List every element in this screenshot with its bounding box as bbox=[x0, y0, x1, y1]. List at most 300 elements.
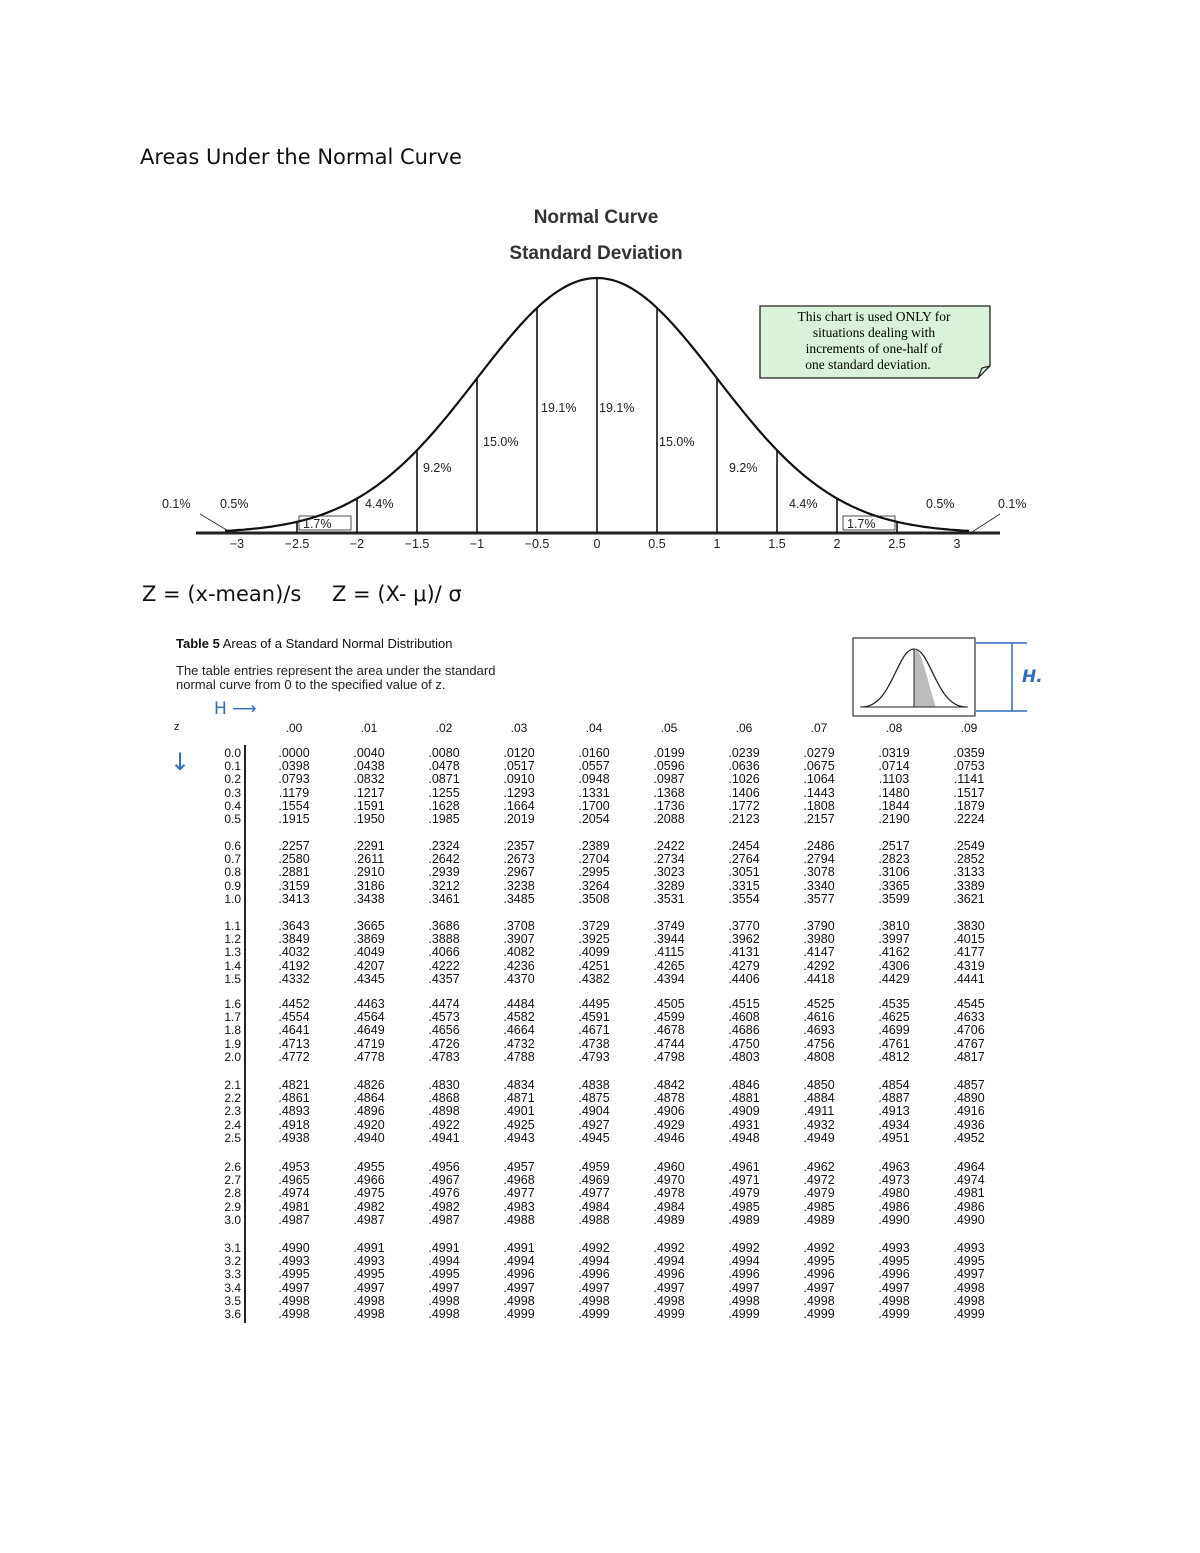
table-cell: .4977 bbox=[578, 1186, 610, 1201]
table-cell: .4998 bbox=[953, 1280, 985, 1295]
table-cell: .4979 bbox=[803, 1186, 835, 1201]
table-cell: .4996 bbox=[728, 1267, 760, 1282]
table-cell: .4996 bbox=[878, 1267, 910, 1282]
handwritten-down-arrow-icon: ↓ bbox=[170, 748, 191, 776]
table-cell: .4177 bbox=[953, 945, 985, 960]
table-cell: .4981 bbox=[278, 1199, 310, 1214]
table-cell: .4955 bbox=[353, 1160, 385, 1174]
table-cell: .4162 bbox=[878, 945, 910, 960]
table-cell: .4878 bbox=[653, 1091, 685, 1106]
table-cell: .4997 bbox=[278, 1280, 310, 1295]
table-cell: .4850 bbox=[803, 1078, 835, 1092]
table-cell: .4998 bbox=[278, 1293, 310, 1308]
axis-tick-label: 1.5 bbox=[768, 537, 786, 551]
table-cell: .1255 bbox=[428, 785, 460, 800]
table-cell: .4999 bbox=[728, 1307, 760, 1321]
table-cell: .4969 bbox=[578, 1173, 610, 1188]
table-cell: .4997 bbox=[428, 1280, 460, 1295]
table-cell: .4699 bbox=[878, 1023, 910, 1038]
table-cell: .4099 bbox=[578, 945, 610, 960]
table-cell: .3531 bbox=[653, 891, 685, 906]
table-cell: .3686 bbox=[428, 919, 460, 933]
table-cell: .4032 bbox=[278, 945, 310, 960]
table-cell: .4525 bbox=[803, 997, 835, 1011]
table-cell: .4968 bbox=[503, 1173, 535, 1188]
formula-population: Z = (X- μ)/ σ bbox=[332, 582, 462, 606]
table-cell: .4967 bbox=[428, 1173, 460, 1188]
table-cell: .4934 bbox=[878, 1117, 910, 1132]
band-percent-label: 1.7% bbox=[303, 517, 332, 531]
table-cell: .4738 bbox=[578, 1036, 610, 1051]
table-cell: .3051 bbox=[728, 865, 760, 880]
table-cell: .4998 bbox=[503, 1293, 535, 1308]
table-cell: .0793 bbox=[278, 772, 310, 787]
table-cell: .4633 bbox=[953, 1010, 985, 1025]
table-description-line-1: The table entries represent the area under the standard bbox=[176, 663, 496, 678]
table-cell: .0438 bbox=[353, 759, 385, 774]
table-cell: .3186 bbox=[353, 878, 385, 893]
table-cell: .2019 bbox=[503, 812, 535, 826]
table-cell: .2454 bbox=[728, 839, 760, 853]
table-cell: .4788 bbox=[503, 1049, 535, 1064]
curve-title: Normal Curve bbox=[533, 207, 659, 228]
table-cell: .2357 bbox=[503, 839, 535, 853]
table-cell: .4951 bbox=[878, 1130, 910, 1145]
table-cell: .0987 bbox=[653, 772, 685, 787]
table-cell: .4115 bbox=[653, 945, 685, 960]
table-cell: .4995 bbox=[953, 1254, 985, 1269]
table-cell: .4830 bbox=[428, 1078, 460, 1092]
table-cell: .4772 bbox=[278, 1049, 310, 1064]
table-title-number: Table 5 bbox=[176, 636, 220, 651]
table-cell: .4901 bbox=[503, 1104, 535, 1119]
table-cell: .2517 bbox=[878, 839, 910, 853]
table-cell: .1026 bbox=[728, 772, 760, 787]
row-z-value: 3.0 bbox=[224, 1212, 241, 1227]
column-header: .06 bbox=[735, 721, 753, 735]
table-cell: .4965 bbox=[278, 1173, 310, 1188]
table-cell: .4938 bbox=[278, 1130, 310, 1145]
table-cell: .4846 bbox=[728, 1078, 760, 1092]
table-cell: .3485 bbox=[503, 891, 535, 906]
table-cell: .2123 bbox=[728, 812, 760, 826]
table-cell: .3869 bbox=[353, 932, 385, 947]
table-cell: .4998 bbox=[728, 1293, 760, 1308]
table-cell: .4861 bbox=[278, 1091, 310, 1106]
table-cell: .2549 bbox=[953, 839, 985, 853]
table-cell: .4474 bbox=[428, 997, 460, 1011]
table-cell: .0359 bbox=[953, 746, 985, 760]
table-cell: .3907 bbox=[503, 932, 535, 947]
column-header: .05 bbox=[660, 721, 678, 735]
table-cell: .4993 bbox=[278, 1254, 310, 1269]
row-z-value: 1.8 bbox=[224, 1023, 241, 1038]
table-cell: .4573 bbox=[428, 1010, 460, 1025]
table-cell: .4985 bbox=[803, 1199, 835, 1214]
table-cell: .2611 bbox=[353, 852, 385, 867]
table-cell: .4996 bbox=[578, 1267, 610, 1282]
table-cell: .4922 bbox=[428, 1117, 460, 1132]
z-column-label: z bbox=[174, 721, 180, 733]
table-cell: .3365 bbox=[878, 878, 910, 893]
table-cell: .4984 bbox=[653, 1199, 685, 1214]
table-cell: .1700 bbox=[578, 798, 610, 813]
table-cell: .4995 bbox=[278, 1267, 310, 1282]
table-cell: .0753 bbox=[953, 759, 985, 774]
table-cell: .4996 bbox=[503, 1267, 535, 1282]
table-cell: .4974 bbox=[953, 1173, 985, 1188]
table-description-line-2: normal curve from 0 to the specified value of z. bbox=[176, 677, 446, 692]
table-cell: .1480 bbox=[878, 785, 910, 800]
table-cell: .4744 bbox=[653, 1036, 685, 1051]
row-z-value: 2.5 bbox=[224, 1130, 241, 1145]
row-z-value: 1.4 bbox=[224, 958, 241, 973]
table-cell: .4963 bbox=[878, 1160, 910, 1174]
table-cell: .4982 bbox=[428, 1199, 460, 1214]
row-z-value: 0.4 bbox=[224, 798, 241, 813]
table-cell: .4984 bbox=[578, 1199, 610, 1214]
table-cell: .4941 bbox=[428, 1130, 460, 1145]
axis-tick-label: 3 bbox=[953, 537, 961, 551]
table-cell: .4987 bbox=[428, 1212, 460, 1227]
table-cell: .3159 bbox=[278, 878, 310, 893]
table-cell: .4719 bbox=[353, 1036, 385, 1051]
table-cell: .4953 bbox=[278, 1160, 310, 1174]
table-cell: .3643 bbox=[278, 919, 310, 933]
table-cell: .3389 bbox=[953, 878, 985, 893]
table-cell: .4982 bbox=[353, 1199, 385, 1214]
table-cell: .3315 bbox=[728, 878, 760, 893]
axis-tick-label: 0.5 bbox=[648, 537, 666, 551]
table-cell: .4989 bbox=[653, 1212, 685, 1227]
table-cell: .4641 bbox=[278, 1023, 310, 1038]
row-z-value: 1.9 bbox=[224, 1036, 241, 1051]
table-cell: .0319 bbox=[878, 746, 910, 760]
table-cell: .2580 bbox=[278, 852, 310, 867]
table-cell: .4441 bbox=[953, 971, 985, 986]
table-cell: .4515 bbox=[728, 997, 760, 1011]
table-cell: .3133 bbox=[953, 865, 985, 880]
table-cell: .0636 bbox=[728, 759, 760, 774]
band-percent-label: 1.7% bbox=[847, 517, 876, 531]
table-cell: .4932 bbox=[803, 1117, 835, 1132]
row-z-value: 2.2 bbox=[224, 1091, 241, 1106]
table-cell: .4370 bbox=[503, 971, 535, 986]
column-header: .01 bbox=[360, 721, 378, 735]
axis-tick-label: −3 bbox=[229, 537, 245, 551]
table-cell: .4943 bbox=[503, 1130, 535, 1145]
band-percent-label: 4.4% bbox=[789, 497, 818, 511]
formula-sample: Z = (x-mean)/s bbox=[142, 582, 302, 606]
table-cell: .4998 bbox=[803, 1293, 835, 1308]
axis-tick-label: 2.5 bbox=[888, 537, 906, 551]
table-cell: .4998 bbox=[278, 1307, 310, 1321]
table-cell: .2224 bbox=[953, 812, 985, 826]
table-cell: .4992 bbox=[803, 1241, 835, 1255]
table-cell: .4713 bbox=[278, 1036, 310, 1051]
table-cell: .4998 bbox=[653, 1293, 685, 1308]
table-cell: .4545 bbox=[953, 997, 985, 1011]
table-cell: .4964 bbox=[953, 1160, 985, 1174]
row-z-value: 2.1 bbox=[224, 1078, 241, 1092]
table-cell: .2324 bbox=[428, 839, 460, 853]
table-cell: .4997 bbox=[953, 1267, 985, 1282]
table-cell: .4936 bbox=[953, 1117, 985, 1132]
table-cell: .2764 bbox=[728, 852, 760, 867]
table-cell: .4931 bbox=[728, 1117, 760, 1132]
table-cell: .4998 bbox=[578, 1293, 610, 1308]
table-cell: .4998 bbox=[353, 1307, 385, 1321]
table-cell: .4881 bbox=[728, 1091, 760, 1106]
table-cell: .3888 bbox=[428, 932, 460, 947]
table-cell: .4495 bbox=[578, 997, 610, 1011]
row-z-value: 3.5 bbox=[224, 1293, 241, 1308]
note-box bbox=[760, 306, 990, 378]
row-z-value: 0.0 bbox=[224, 746, 241, 760]
table-cell: .3925 bbox=[578, 932, 610, 947]
table-cell: .3106 bbox=[878, 865, 910, 880]
table-cell: .4962 bbox=[803, 1160, 835, 1174]
table-cell: .4535 bbox=[878, 997, 910, 1011]
table-cell: .4463 bbox=[353, 997, 385, 1011]
table-cell: .4429 bbox=[878, 971, 910, 986]
table-cell: .4319 bbox=[953, 958, 985, 973]
table-cell: .4991 bbox=[503, 1241, 535, 1255]
note-line-2: situations dealing with bbox=[812, 325, 936, 340]
page-title: Areas Under the Normal Curve bbox=[140, 145, 462, 169]
table-cell: .4357 bbox=[428, 971, 460, 986]
table-cell: .4991 bbox=[353, 1241, 385, 1255]
table-cell: .2054 bbox=[578, 812, 610, 826]
table-cell: .4812 bbox=[878, 1049, 910, 1064]
table-cell: .4988 bbox=[503, 1212, 535, 1227]
column-header: .08 bbox=[885, 721, 903, 735]
table-cell: .3997 bbox=[878, 932, 910, 947]
table-cell: .4452 bbox=[278, 997, 310, 1011]
table-cell: .4131 bbox=[728, 945, 760, 960]
table-cell: .4778 bbox=[353, 1049, 385, 1064]
table-cell: .4913 bbox=[878, 1104, 910, 1119]
table-cell: .4909 bbox=[728, 1104, 760, 1119]
table-cell: .4236 bbox=[503, 958, 535, 973]
table-cell: .1772 bbox=[728, 798, 760, 813]
table-cell: .1406 bbox=[728, 785, 760, 800]
table-cell: .4994 bbox=[728, 1254, 760, 1269]
table-cell: .1591 bbox=[353, 798, 385, 813]
table-cell: .4972 bbox=[803, 1173, 835, 1188]
table-cell: .4999 bbox=[503, 1307, 535, 1321]
band-percent-label: 19.1% bbox=[599, 401, 635, 415]
table-cell: .0160 bbox=[578, 746, 610, 760]
tail-percent-label: 0.1% bbox=[162, 497, 191, 511]
table-cell: .4761 bbox=[878, 1036, 910, 1051]
table-cell: .0596 bbox=[653, 759, 685, 774]
table-cell: .2486 bbox=[803, 839, 835, 853]
band-percent-label: 15.0% bbox=[483, 435, 519, 449]
table-cell: .0675 bbox=[803, 759, 835, 774]
table-cell: .0517 bbox=[503, 759, 535, 774]
table-cell: .3849 bbox=[278, 932, 310, 947]
table-cell: .4066 bbox=[428, 945, 460, 960]
leader-line bbox=[200, 514, 230, 532]
table-cell: .3340 bbox=[803, 878, 835, 893]
table-cell: .4997 bbox=[878, 1280, 910, 1295]
table-cell: .0832 bbox=[353, 772, 385, 787]
row-z-value: 1.7 bbox=[224, 1010, 241, 1025]
table-cell: .4994 bbox=[503, 1254, 535, 1269]
table-cell: .4706 bbox=[953, 1023, 985, 1038]
table-cell: .4798 bbox=[653, 1049, 685, 1064]
row-z-value: 0.7 bbox=[224, 852, 241, 867]
table-cell: .4854 bbox=[878, 1078, 910, 1092]
column-header: .07 bbox=[810, 721, 828, 735]
table-cell: .0080 bbox=[428, 746, 460, 760]
table-cell: .1217 bbox=[353, 785, 385, 800]
table-cell: .4082 bbox=[503, 945, 535, 960]
table-cell: .0040 bbox=[353, 746, 385, 760]
table-cell: .4671 bbox=[578, 1023, 610, 1038]
table-cell: .4904 bbox=[578, 1104, 610, 1119]
table-cell: .1808 bbox=[803, 798, 835, 813]
table-cell: .4987 bbox=[278, 1212, 310, 1227]
table-cell: .4991 bbox=[428, 1241, 460, 1255]
table-cell: .1879 bbox=[953, 798, 985, 813]
table-cell: .4732 bbox=[503, 1036, 535, 1051]
table-cell: .4992 bbox=[728, 1241, 760, 1255]
table-cell: .4986 bbox=[878, 1199, 910, 1214]
table-cell: .2794 bbox=[803, 852, 835, 867]
table-cell: .4783 bbox=[428, 1049, 460, 1064]
table-cell: .4616 bbox=[803, 1010, 835, 1025]
table-cell: .4995 bbox=[353, 1267, 385, 1282]
row-z-value: 2.4 bbox=[224, 1117, 241, 1132]
table-cell: .4998 bbox=[878, 1293, 910, 1308]
table-cell: .2088 bbox=[653, 812, 685, 826]
table-cell: .3238 bbox=[503, 878, 535, 893]
table-cell: .1664 bbox=[503, 798, 535, 813]
axis-tick-label: 2 bbox=[833, 537, 841, 551]
table-cell: .4750 bbox=[728, 1036, 760, 1051]
table-cell: .4990 bbox=[878, 1212, 910, 1227]
table-cell: .4591 bbox=[578, 1010, 610, 1025]
table-cell: .1985 bbox=[428, 812, 460, 826]
table-cell: .2704 bbox=[578, 852, 610, 867]
table-cell: .2939 bbox=[428, 865, 460, 880]
table-cell: .4997 bbox=[578, 1280, 610, 1295]
table-cell: .0871 bbox=[428, 772, 460, 787]
note-line-1: This chart is used ONLY for bbox=[797, 309, 951, 324]
table-cell: .4306 bbox=[878, 958, 910, 973]
table-cell: .4906 bbox=[653, 1104, 685, 1119]
row-z-value: 0.3 bbox=[224, 785, 241, 800]
table-cell: .3413 bbox=[278, 891, 310, 906]
row-z-value: 0.6 bbox=[224, 839, 241, 853]
table-cell: .3264 bbox=[578, 878, 610, 893]
table-cell: .4992 bbox=[578, 1241, 610, 1255]
table-cell: .4995 bbox=[803, 1254, 835, 1269]
table-cell: .3438 bbox=[353, 891, 385, 906]
table-cell: .4834 bbox=[503, 1078, 535, 1092]
table-cell: .1950 bbox=[353, 812, 385, 826]
table-cell: .4977 bbox=[503, 1186, 535, 1201]
table-cell: .4971 bbox=[728, 1173, 760, 1188]
normal-curve-figure bbox=[0, 0, 1200, 560]
table-cell: .4994 bbox=[578, 1254, 610, 1269]
table-cell: .3621 bbox=[953, 891, 985, 906]
table-cell: .4382 bbox=[578, 971, 610, 986]
table-cell: .4345 bbox=[353, 971, 385, 986]
table-cell: .4966 bbox=[353, 1173, 385, 1188]
table-cell: .2910 bbox=[353, 865, 385, 880]
table-cell: .0120 bbox=[503, 746, 535, 760]
table-cell: .1443 bbox=[803, 785, 835, 800]
table-cell: .4948 bbox=[728, 1130, 760, 1145]
table-cell: .4992 bbox=[653, 1241, 685, 1255]
band-percent-label: 15.0% bbox=[659, 435, 695, 449]
tail-percent-label: 0.5% bbox=[926, 497, 955, 511]
note-line-3: increments of one-half of bbox=[805, 341, 943, 356]
table-cell: .4418 bbox=[803, 971, 835, 986]
table-cell: .4989 bbox=[803, 1212, 835, 1227]
table-cell: .4599 bbox=[653, 1010, 685, 1025]
table-cell: .4999 bbox=[653, 1307, 685, 1321]
table-cell: .1628 bbox=[428, 798, 460, 813]
table-cell: .4945 bbox=[578, 1130, 610, 1145]
table-cell: .4994 bbox=[653, 1254, 685, 1269]
table-cell: .4996 bbox=[803, 1267, 835, 1282]
table-cell: .4554 bbox=[278, 1010, 310, 1025]
table-cell: .4979 bbox=[728, 1186, 760, 1201]
table-cell: .4998 bbox=[428, 1307, 460, 1321]
table-cell: .4998 bbox=[353, 1293, 385, 1308]
table-title-text: Areas of a Standard Normal Distribution bbox=[219, 636, 453, 651]
table-cell: .4993 bbox=[878, 1241, 910, 1255]
table-cell: .2852 bbox=[953, 852, 985, 867]
table-cell: .4999 bbox=[578, 1307, 610, 1321]
table-cell: .4920 bbox=[353, 1117, 385, 1132]
table-cell: .4946 bbox=[653, 1130, 685, 1145]
column-header: .02 bbox=[435, 721, 453, 735]
table-cell: .4940 bbox=[353, 1130, 385, 1145]
table-cell: .4192 bbox=[278, 958, 310, 973]
row-z-value: 1.0 bbox=[224, 891, 241, 906]
band-percent-label: 9.2% bbox=[729, 461, 758, 475]
table-cell: .4999 bbox=[953, 1307, 985, 1321]
column-header: .09 bbox=[960, 721, 978, 735]
table-cell: .3790 bbox=[803, 919, 835, 933]
table-cell: .4985 bbox=[728, 1199, 760, 1214]
table-cell: .4207 bbox=[353, 958, 385, 973]
table-cell: .2995 bbox=[578, 865, 610, 880]
table-cell: .0239 bbox=[728, 746, 760, 760]
table-cell: .4918 bbox=[278, 1117, 310, 1132]
axis-tick-label: −0.5 bbox=[524, 537, 550, 551]
table-cell: .4505 bbox=[653, 997, 685, 1011]
table-cell: .4997 bbox=[503, 1280, 535, 1295]
table-cell: .4871 bbox=[503, 1091, 535, 1106]
band-percent-label: 19.1% bbox=[541, 401, 577, 415]
table-cell: .0398 bbox=[278, 759, 310, 774]
table-cell: .4864 bbox=[353, 1091, 385, 1106]
table-cell: .4973 bbox=[878, 1173, 910, 1188]
table-cell: .2257 bbox=[278, 839, 310, 853]
table-cell: .4988 bbox=[578, 1212, 610, 1227]
table-cell: .4981 bbox=[953, 1186, 985, 1201]
axis-tick-label: −1 bbox=[469, 537, 485, 551]
table-cell: .4394 bbox=[653, 971, 685, 986]
table-cell: .0714 bbox=[878, 759, 910, 774]
table-cell: .4997 bbox=[353, 1280, 385, 1295]
